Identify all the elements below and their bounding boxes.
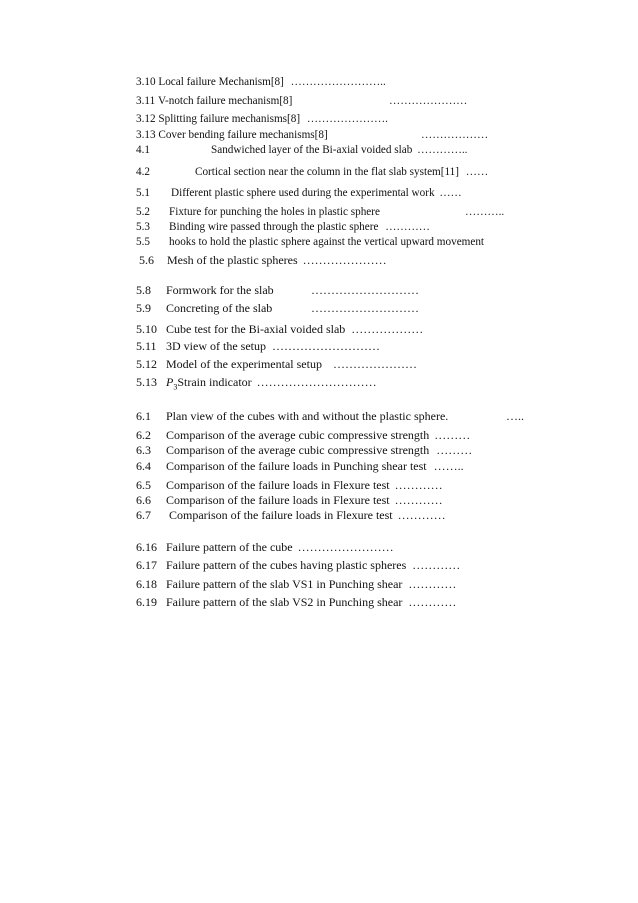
entry-number: 5.12 (136, 357, 157, 371)
entry-title: Sandwiched layer of the Bi-axial voided slab (211, 144, 413, 156)
entry-number: 6.5 (136, 478, 151, 492)
entry-number: 5.6 (139, 253, 154, 267)
list-item (166, 494, 443, 506)
list-item (166, 323, 423, 335)
strain-symbol: P (166, 375, 174, 389)
entry-leader: ………… (385, 221, 430, 233)
entry-number: 4.2 (136, 166, 150, 178)
entry-leader: ……………………… (271, 339, 380, 353)
entry-title: Failure pattern of the cube (166, 540, 293, 554)
entry-leader: …………………. (306, 113, 388, 125)
list-item (166, 429, 470, 441)
entry-title: Failure pattern of the slab VS1 in Punching shear (166, 577, 403, 591)
entry-leader: ………….. (417, 144, 468, 156)
entry-title: Comparison of the failure loads in Flexure test (166, 493, 390, 507)
list-item (166, 358, 417, 370)
list-item (195, 167, 488, 178)
entry-leader: ……………… (421, 129, 489, 141)
entry-number: 3.13 (136, 129, 156, 141)
list-item (166, 376, 377, 391)
entry-leader: ………………… (332, 357, 417, 371)
entry-number: 5.5 (136, 236, 150, 248)
entry-number: 5.13 (136, 375, 157, 389)
entry-number: 5.2 (136, 206, 150, 218)
entry-number: 5.1 (136, 187, 150, 199)
list-item (169, 222, 430, 233)
entry-title: Comparison of the failure loads in Flexure test (169, 508, 393, 522)
entry-leader: ……………… (351, 322, 424, 336)
list-item (136, 130, 328, 141)
list-item (136, 77, 386, 88)
entry-title: Cube test for the Bi-axial voided slab (166, 322, 346, 336)
entry-title: Cortical section near the column in the flat slab system[11] (195, 166, 459, 178)
entry-title: Model of the experimental setup (166, 357, 322, 371)
entry-number: 5.9 (136, 301, 151, 315)
entry-number: 6.3 (136, 443, 151, 457)
entry-title: Comparison of the average cubic compressive strength (166, 443, 430, 457)
entry-title: Failure pattern of the cubes having plastic spheres (166, 558, 407, 572)
entry-leader: …………………… (297, 540, 394, 554)
entry-leader: ………… (408, 595, 457, 609)
list-item (167, 254, 387, 266)
list-item (171, 188, 462, 199)
entry-number: 6.7 (136, 508, 151, 522)
entry-leader: ………… (394, 493, 443, 507)
list-item (166, 541, 394, 553)
entry-number: 6.16 (136, 540, 157, 554)
list-item (136, 114, 388, 125)
entry-leader: ……………………… (311, 283, 419, 297)
entry-number: 6.18 (136, 577, 157, 591)
entry-title: Fixture for punching the holes in plastic sphere (169, 206, 380, 218)
entry-title: Local failure Mechanism[8] (158, 76, 284, 88)
entry-leader: ……… (436, 443, 473, 457)
entry-number: 5.3 (136, 221, 150, 233)
strain-subscript: 3 (173, 382, 178, 392)
list-item (166, 578, 456, 590)
entry-leader: ……….. (465, 206, 505, 218)
entry-title: Failure pattern of the slab VS2 in Punching shear (166, 595, 403, 609)
entry-number: 6.4 (136, 459, 151, 473)
list-item (166, 479, 443, 491)
entry-title: Different plastic sphere used during the experimental work (171, 187, 435, 199)
entry-leader: ………… (408, 577, 457, 591)
entry-title: Concreting of the slab (166, 301, 273, 315)
entry-leader: ….. (506, 409, 524, 423)
entry-leader: ……… (434, 428, 471, 442)
list-item (166, 460, 464, 472)
entry-leader: …….. (433, 459, 464, 473)
entry-title: Mesh of the plastic spheres (167, 253, 298, 267)
entry-number: 5.10 (136, 322, 157, 336)
entry-leader: ………………………… (256, 375, 377, 389)
entry-number: 4.1 (136, 144, 150, 156)
entry-title: Comparison of the average cubic compressive strength (166, 428, 430, 442)
entry-number: 6.17 (136, 558, 157, 572)
entry-number: 3.12 (136, 113, 156, 125)
list-item (166, 444, 472, 456)
entry-number: 6.6 (136, 493, 151, 507)
entry-leader: ……………………… (311, 301, 419, 315)
entry-leader: ………… (412, 558, 461, 572)
entry-title: hooks to hold the plastic sphere against the vertical upward movement (169, 236, 485, 248)
entry-leader: ………………… (302, 253, 387, 267)
entry-number: 6.1 (136, 409, 151, 423)
list-item (166, 340, 380, 352)
list-item (136, 96, 292, 107)
entry-number: 6.19 (136, 595, 157, 609)
entry-title: Plan view of the cubes with and without the plastic sphere. (166, 409, 449, 423)
entry-title: Comparison of the failure loads in Punching shear test (166, 459, 427, 473)
entry-title: Binding wire passed through the plastic sphere (169, 221, 379, 233)
entry-leader: …………………….. (290, 76, 386, 88)
entry-leader: ………… (394, 478, 443, 492)
entry-number: 3.10 (136, 76, 156, 88)
entry-number: 5.11 (136, 339, 157, 353)
entry-title: Formwork for the slab (166, 283, 274, 297)
entry-number: 6.2 (136, 428, 151, 442)
list-item (166, 559, 460, 571)
entry-title: Cover bending failure mechanisms[8] (158, 129, 328, 141)
entry-leader: ………………… (389, 95, 468, 107)
list-item (211, 145, 467, 156)
entry-title: V-notch failure mechanism[8] (157, 95, 293, 107)
entry-number: 5.8 (136, 283, 151, 297)
entry-title: Strain indicator (177, 375, 252, 389)
entry-leader: …… (439, 187, 462, 199)
entry-leader: …… (465, 166, 489, 178)
list-item (169, 509, 446, 521)
entry-number: 3.11 (136, 95, 156, 107)
entry-title: Comparison of the failure loads in Flexure test (166, 478, 390, 492)
list-item (166, 596, 456, 608)
entry-title: 3D view of the setup (166, 339, 266, 353)
entry-leader: ………… (397, 508, 446, 522)
entry-title: Splitting failure mechanisms[8] (158, 113, 301, 125)
